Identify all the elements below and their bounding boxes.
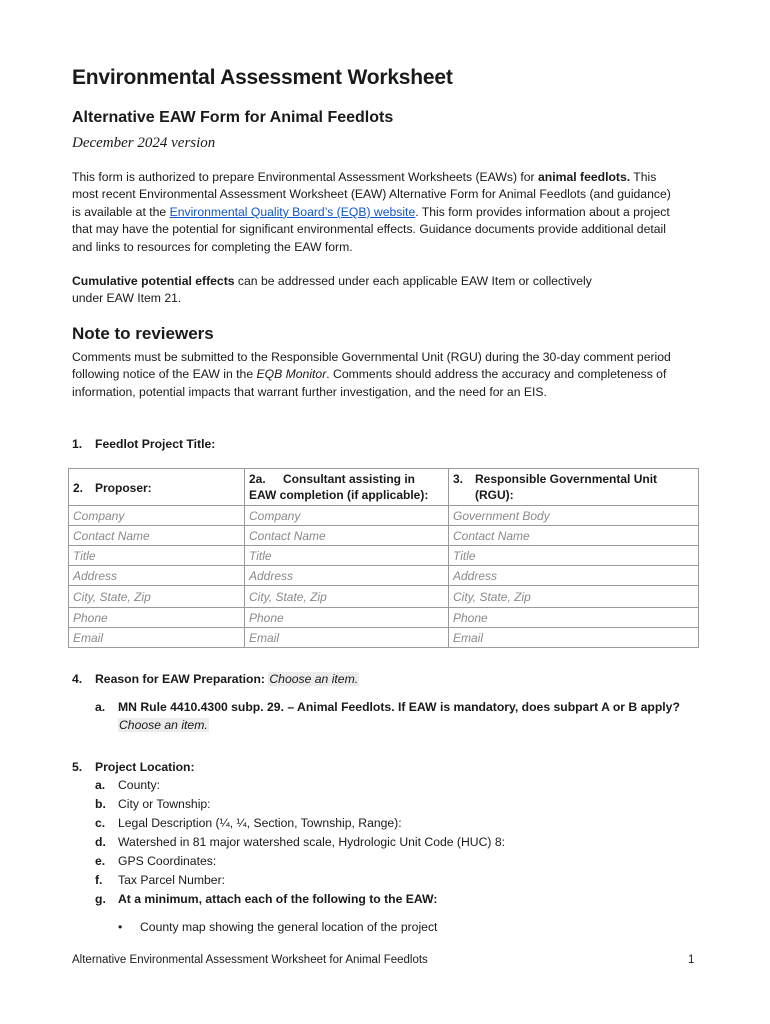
item-5: [72, 760, 195, 774]
location-tax-parcel[interactable]: f. Tax Parcel Number:: [95, 873, 226, 887]
proposer-company-field[interactable]: Company: [69, 506, 245, 526]
location-county[interactable]: a. County:: [95, 778, 161, 792]
consultant-contact-name-field[interactable]: Contact Name: [245, 526, 449, 546]
cumulative-text-2: under EAW Item 21.: [72, 291, 182, 306]
consultant-phone-field[interactable]: Phone: [245, 608, 449, 628]
consultant-city-field[interactable]: City, State, Zip: [245, 586, 449, 608]
item-4a-value: [118, 718, 209, 732]
item-4-number: 4.: [72, 672, 83, 686]
feedlot-project-title-label: Feedlot Project Title:: [95, 437, 216, 451]
eqb-monitor-italic: EQB Monitor: [256, 367, 327, 382]
reviewers-paragraph: [72, 349, 672, 401]
proposer-address-field[interactable]: Address: [69, 566, 245, 586]
page-number: 1: [688, 954, 695, 966]
proposer-header: 2. Proposer:: [69, 469, 245, 506]
rgu-address-field[interactable]: Address: [449, 566, 699, 586]
table-row: [69, 566, 699, 586]
location-attachments: g. At a minimum, attach each of the following to the EAW:: [95, 892, 438, 906]
rgu-city-field[interactable]: City, State, Zip: [449, 586, 699, 608]
reviewers-heading: Note to reviewers: [72, 324, 214, 343]
cumulative-paragraph: [72, 273, 672, 308]
reason-label: Reason for EAW Preparation:: [95, 672, 265, 686]
table-row: [69, 506, 699, 526]
item-4a: [95, 700, 680, 714]
proposer-email-field[interactable]: Email: [69, 628, 245, 648]
location-city-township[interactable]: b. City or Township:: [95, 797, 211, 811]
rgu-title-field[interactable]: Title: [449, 546, 699, 566]
rgu-contact-name-field[interactable]: Contact Name: [449, 526, 699, 546]
consultant-header: 2a. Consultant assisting in EAW completion (if applicable):: [245, 469, 449, 506]
table-row: [69, 526, 699, 546]
reviewers-text: Comments must be submitted to the Responsible Governmental Unit (RGU) during the 30-day comment period following notice of the EAW in the: [72, 350, 671, 382]
intro-paragraph: [72, 169, 672, 256]
location-legal-description[interactable]: c. Legal Description (¼, ¼, Section, Township, Range):: [95, 816, 402, 830]
contacts-table-header: [69, 469, 699, 506]
intro-text-2: This most recent Environmental Assessment Worksheet (EAW) Alternative Form for Animal Feedlots (and guidance) is available at the: [72, 170, 671, 219]
table-row: [69, 546, 699, 566]
cumulative-bold: Cumulative potential effects: [72, 274, 235, 288]
consultant-address-field[interactable]: Address: [245, 566, 449, 586]
reason-dropdown[interactable]: Choose an item.: [269, 672, 359, 686]
bullet-text: County map showing the general location of the project: [140, 920, 438, 934]
item-4: [72, 672, 359, 686]
page-title: Environmental Assessment Worksheet: [72, 66, 453, 89]
consultant-title-field[interactable]: Title: [245, 546, 449, 566]
cumulative-text: can be addressed under each applicable EAW Item or collectively: [234, 274, 592, 288]
proposer-contact-name-field[interactable]: Contact Name: [69, 526, 245, 546]
form-version: December 2024 version: [72, 135, 216, 151]
proposer-city-field[interactable]: City, State, Zip: [69, 586, 245, 608]
project-location-label: Project Location:: [95, 760, 195, 774]
intro-text: This form is authorized to prepare Environmental Assessment Worksheets (EAWs) for: [72, 170, 539, 184]
intro-text-3: . This form provides information about a project that may have the potential for significant environmental effects. Guidance documents provide additional detail and links to resources for completing the EAW form.: [72, 204, 670, 254]
item-1[interactable]: [72, 437, 215, 451]
item-5-number: 5.: [72, 760, 83, 774]
proposer-title-field[interactable]: Title: [69, 546, 245, 566]
rgu-header: 3. Responsible Governmental Unit (RGU):: [449, 469, 699, 506]
table-row: [69, 586, 699, 608]
rgu-email-field[interactable]: Email: [449, 628, 699, 648]
reviewers-text-2: . Comments should address the accuracy and completeness of information, potential impacts that warrant further investigation, and the need for an EIS.: [72, 367, 667, 399]
consultant-email-field[interactable]: Email: [245, 628, 449, 648]
bullet-icon: •: [118, 920, 123, 934]
table-row: [69, 628, 699, 648]
eqb-website-link[interactable]: Environmental Quality Board’s (EQB) website: [169, 204, 416, 219]
table-row: [69, 608, 699, 628]
location-watershed[interactable]: d. Watershed in 81 major watershed scale, Hydrologic Unit Code (HUC) 8:: [95, 835, 505, 849]
proposer-phone-field[interactable]: Phone: [69, 608, 245, 628]
contacts-table: [68, 468, 699, 648]
rgu-phone-field[interactable]: Phone: [449, 608, 699, 628]
item-1-number: 1.: [72, 437, 83, 451]
item-4a-letter: a.: [95, 700, 106, 714]
form-subtitle: Alternative EAW Form for Animal Feedlots: [72, 109, 394, 126]
subpart-dropdown[interactable]: Choose an item.: [119, 718, 208, 732]
footer-title: Alternative Environmental Assessment Worksheet for Animal Feedlots: [72, 954, 428, 966]
consultant-company-field[interactable]: Company: [245, 506, 449, 526]
intro-bold: animal feedlots.: [538, 170, 631, 184]
location-gps[interactable]: e. GPS Coordinates:: [95, 854, 217, 868]
mn-rule-label: MN Rule 4410.4300 subp. 29. – Animal Feedlots. If EAW is mandatory, does subpart A or B apply?: [118, 700, 680, 714]
attachment-bullet-county-map: [118, 920, 437, 934]
rgu-government-body-field[interactable]: Government Body: [449, 506, 699, 526]
